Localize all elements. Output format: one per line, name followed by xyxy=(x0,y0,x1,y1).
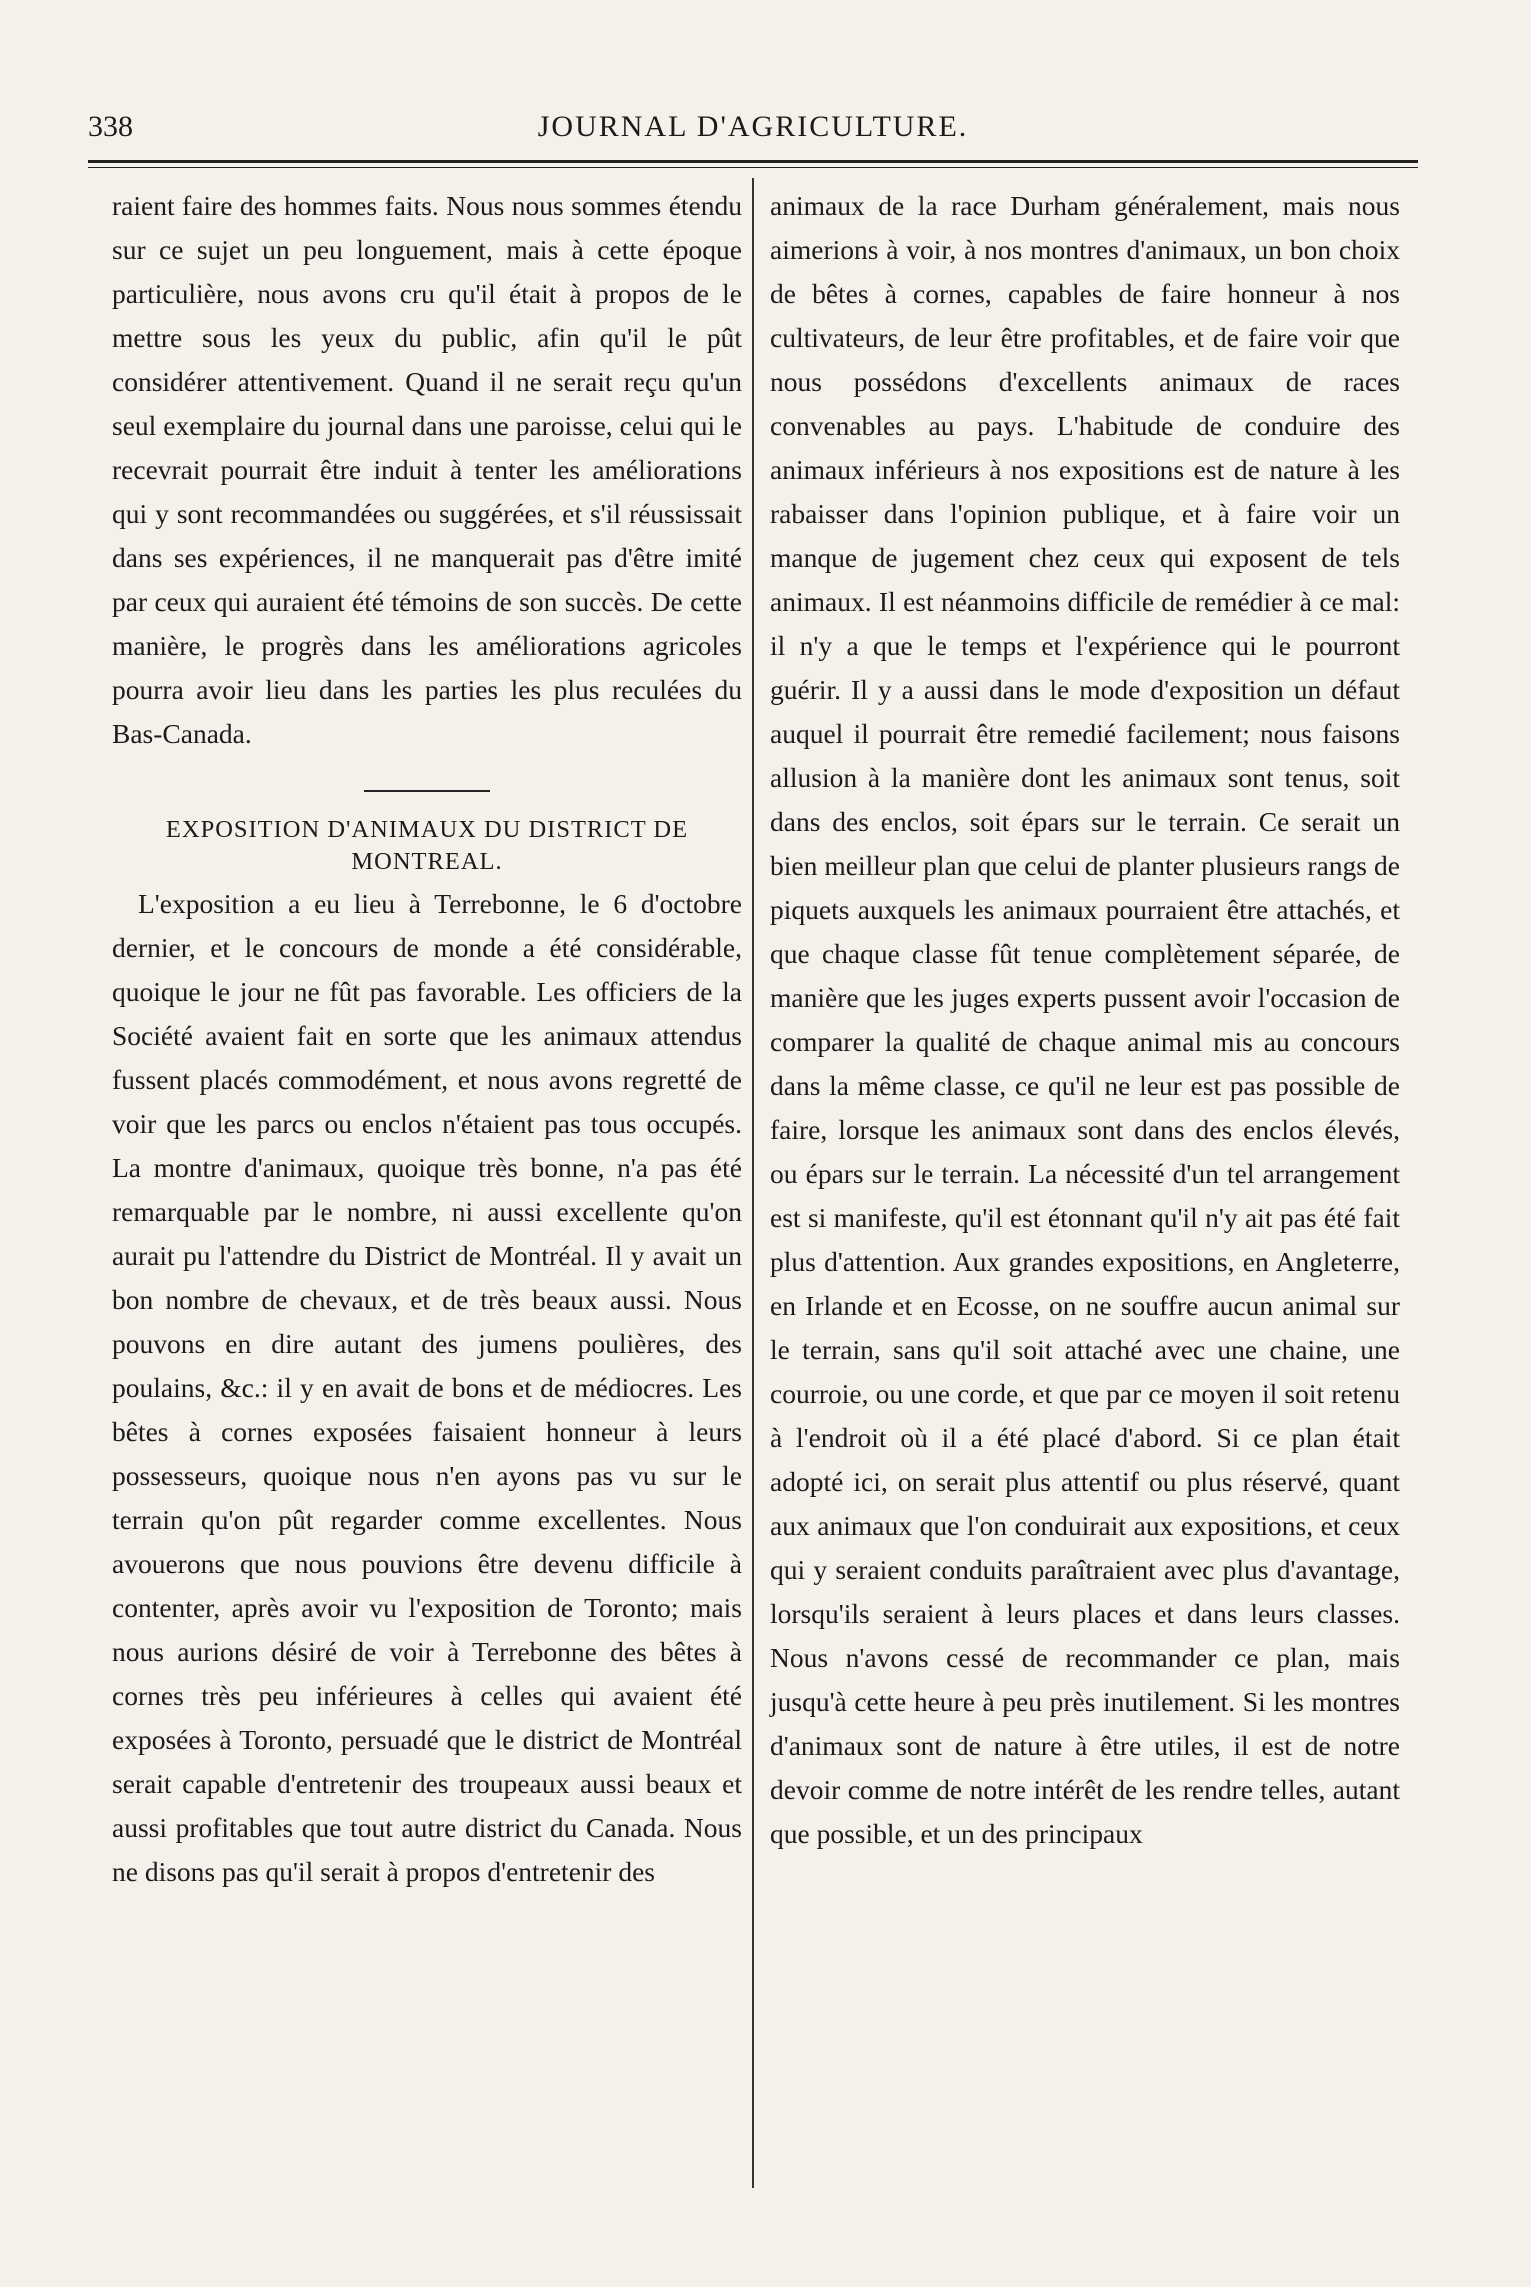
left-column xyxy=(112,184,742,2189)
left-paragraph-exposition: L'exposition a eu lieu à Terrebonne, le 6 d'octobre dernier, et le concours de monde a été considérable, quoique le jour ne fût pas favorable. Les officiers de la Société avaient fait en sorte que les animaux attendus fussent placés commodément, et nous avons regretté de voir que les parcs ou enclos n'étaient pas tous occupés. La montre d'animaux, quoique très bonne, n'a pas été remarquable par le nombre, ni aussi excellente qu'on aurait pu l'attendre du District de Montréal. Il y avait un bon nombre de chevaux, et de très beaux aussi. Nous pouvons en dire autant des jumens poulières, des poulains, &c.: il y en avait de bons et de médiocres. Les bêtes à cornes exposées faisaient honneur à leurs possesseurs, quoique nous n'en ayons pas vu sur le terrain qu'on pût regarder comme excellentes. Nous avouerons que nous pouvions être devenu difficile à contenter, après avoir vu l'exposition de Toronto; mais nous aurions désiré de voir à Terrebonne des bêtes à cornes très peu inférieures à celles qui avaient été exposées à Toronto, persuadé que le district de Montréal serait capable d'entretenir des troupeaux aussi beaux et aussi profitables que tout autre district du Canada. Nous ne disons pas qu'il serait à propos d'entretenir des xyxy=(112,888,742,1887)
header-rule-thick xyxy=(88,160,1418,163)
running-title: JOURNAL D'AGRICULTURE. xyxy=(537,110,969,143)
page-header xyxy=(88,104,1418,150)
column-divider xyxy=(752,178,754,2188)
left-paragraph-continuation: raient faire des hommes faits. Nous nous sommes étendu sur ce sujet un peu longuement, mais à cette époque particulière, nous avons cru qu'il était à propos de le mettre sous les yeux du public, afin qu'il le pût considérer attentivement. Quand il ne serait reçu qu'un seul exemplaire du journal dans une paroisse, celui qui le recevrait pourrait être induit à tenter les améliorations qui y sont recommandées ou suggérées, et s'il réussissait dans ses expériences, il ne manquerait pas d'être imité par ceux qui auraient été témoins de son succès. De cette manière, le progrès dans les améliorations agricoles pourra avoir lieu dans les parties les plus reculées du Bas-Canada. xyxy=(112,190,742,749)
page-number: 338 xyxy=(88,110,133,143)
section-heading: EXPOSITION D'ANIMAUX DU DISTRICT DE MONTREAL. xyxy=(165,816,689,875)
right-paragraph: animaux de la race Durham généralement, mais nous aimerions à voir, à nos montres d'animaux, un bon choix de bêtes à cornes, capables de faire honneur à nos cultivateurs, de leur être profitables, et de faire voir que nous possédons d'excellents animaux de races convenables au pays. L'habitude de conduire des animaux inférieurs à nos expositions est de nature à les rabaisser dans l'opinion publique, et à faire voir un manque de jugement chez ceux qui exposent de tels animaux. Il est néanmoins difficile de remédier à ce mal: il n'y a que le temps et l'expérience qui le pourront guérir. Il y a aussi dans le mode d'exposition un défaut auquel il pourrait être remedié facilement; nous faisons allusion à la manière dont les animaux sont tenus, soit dans des enclos, soit épars sur le terrain. Ce serait un bien meilleur plan que celui de planter plusieurs rangs de piquets auxquels les animaux pourraient être attachés, et que chaque classe fût tenue complètement séparée, de manière que les juges experts pussent avoir l'occasion de comparer la qualité de chaque animal mis au concours dans la même classe, ce qu'il ne leur est pas possible de faire, lorsque les animaux sont dans des enclos élevés, ou épars sur le terrain. La nécessité d'un tel arrangement est si manifeste, qu'il est étonnant qu'il n'y ait pas été fait plus d'attention. Aux grandes expositions, en Angleterre, en Irlande et en Ecosse, on ne souffre aucun animal sur le terrain, sans qu'il soit attaché avec une chaine, une courroie, ou une corde, et que par ce moyen il soit retenu à l'endroit où il a été placé d'abord. Si ce plan était adopté ici, on serait plus attentif ou plus réservé, quant aux animaux que l'on conduirait aux expositions, et ceux qui y seraient conduits paraîtraient avec plus d'avantage, lorsqu'ils seraient à leurs places et dans leurs classes. Nous n'avons cessé de recommander ce plan, mais jusqu'à cette heure à peu près inutilement. Si les montres d'animaux sont de nature à être utiles, il est de notre devoir comme de notre intérêt de les rendre telles, autant que possible, et un des principaux xyxy=(770,190,1400,1849)
right-column xyxy=(770,184,1400,2189)
header-rule-thin xyxy=(88,167,1418,168)
section-separator xyxy=(364,790,490,792)
